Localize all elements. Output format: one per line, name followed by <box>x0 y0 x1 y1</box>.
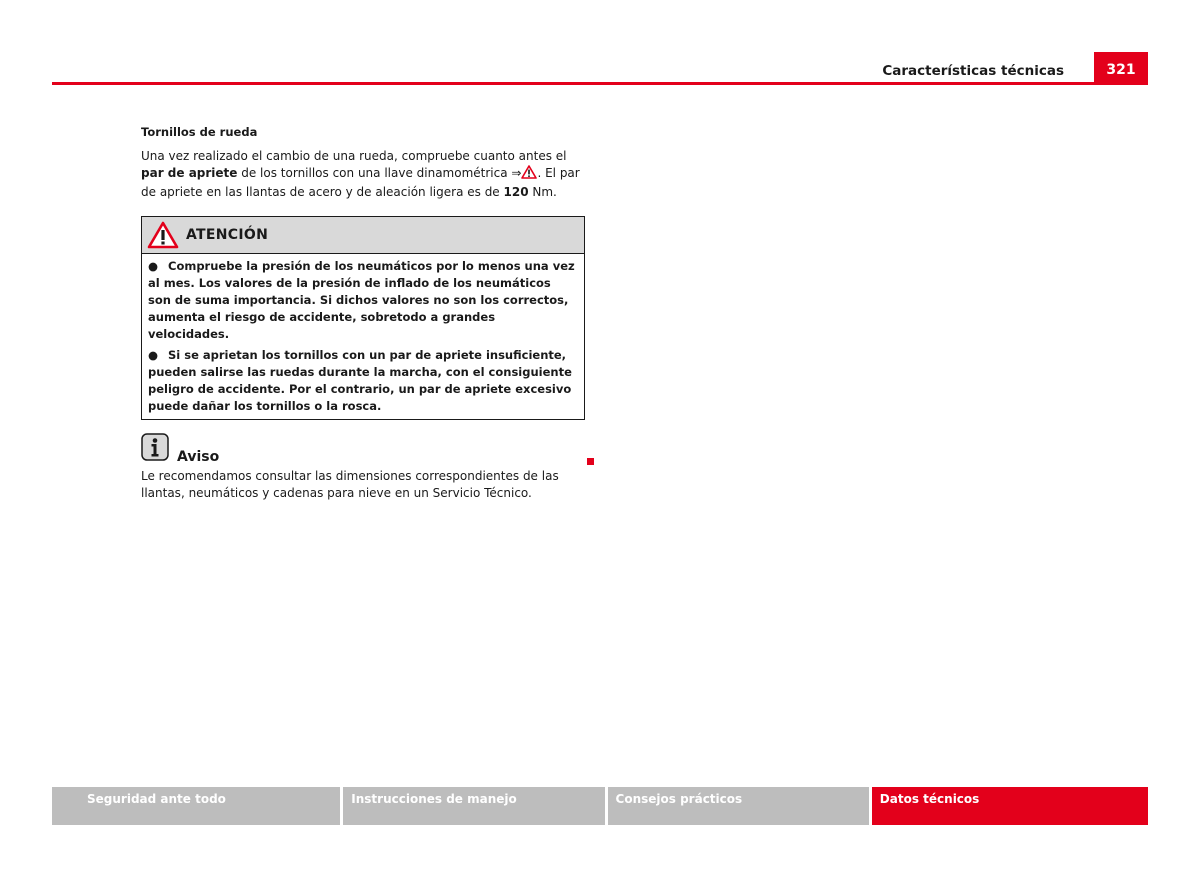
notice-text: Le recomendamos consultar las dimensiones correspondientes de las llantas, neumáticos y cadenas para nieve en un Servicio Técnico. <box>141 469 559 500</box>
tab-consejos[interactable]: Consejos prácticos <box>608 787 869 825</box>
chapter-title: Características técnicas <box>882 63 1064 79</box>
header-rule <box>52 82 1148 85</box>
warning-triangle-icon <box>521 165 537 184</box>
warning-header <box>142 217 584 254</box>
warning-box <box>141 216 585 420</box>
bullet-icon: ● <box>148 348 159 362</box>
section-heading: Tornillos de rueda <box>141 125 258 139</box>
section-end-marker <box>587 458 594 465</box>
intro-paragraph <box>141 148 587 201</box>
reference-arrow-icon: ⇒ <box>511 166 522 180</box>
intro-text-2: de los tornillos con una llave dinamométrica <box>237 166 512 180</box>
tab-instrucciones[interactable]: Instrucciones de manejo <box>343 787 604 825</box>
intro-text-4: Nm. <box>528 185 557 199</box>
warning-title: ATENCIÓN <box>186 227 269 243</box>
tab-datos-tecnicos[interactable]: Datos técnicos <box>872 787 1148 825</box>
page-number: 321 <box>1094 52 1148 85</box>
footer-tabs <box>52 787 1148 825</box>
warning-body <box>142 254 584 419</box>
bullet-icon: ● <box>148 259 159 273</box>
intro-text-1: Una vez realizado el cambio de una rueda, compruebe cuanto antes el <box>141 149 567 163</box>
tab-seguridad[interactable]: Seguridad ante todo <box>52 787 340 825</box>
intro-bold-torque: par de apriete <box>141 166 238 180</box>
intro-text-3: . El par de apriete en las llantas de acero y de aleación ligera es de <box>141 166 580 199</box>
info-icon <box>141 433 169 465</box>
warning-item-text: Si se aprietan los tornillos con un par de apriete insuficiente, pueden salirse las ruedas durante la marcha, con el consiguiente peligro de accidente. Por el contrario, un par de apriete excesivo puede dañar los tornillos o la rosca. <box>148 348 572 413</box>
intro-bold-value: 120 <box>503 185 529 199</box>
notice-header <box>141 435 587 465</box>
main-content <box>141 124 587 502</box>
warning-item-text: Compruebe la presión de los neumáticos por lo menos una vez al mes. Los valores de la presión de inflado de los neumáticos son de suma importancia. Si dichos valores no son los correctos, aumenta el riesgo de accidente, sobretodo a grandes velocidades. <box>148 259 575 341</box>
notice-title: Aviso <box>177 449 220 465</box>
warning-item <box>148 258 576 343</box>
warning-item <box>148 347 576 415</box>
warning-triangle-icon <box>147 221 179 249</box>
